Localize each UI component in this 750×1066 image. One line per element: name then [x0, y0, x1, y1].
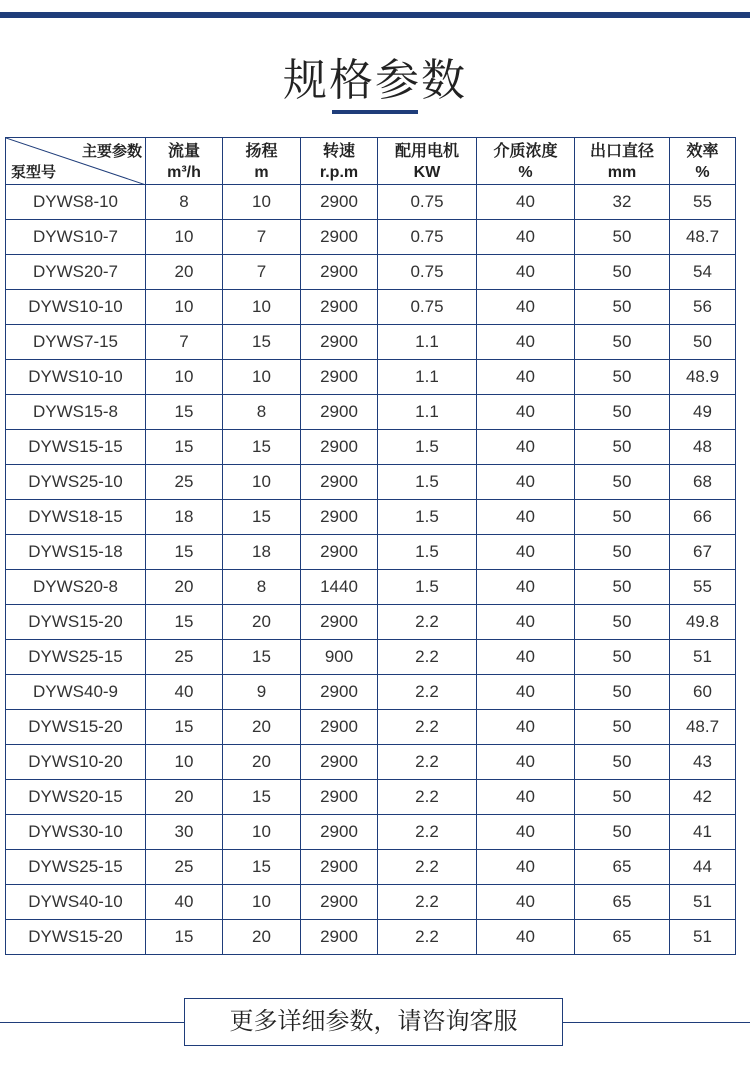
value-cell: 40: [477, 850, 575, 885]
value-cell: 10: [146, 220, 223, 255]
value-cell: 15: [223, 500, 301, 535]
value-cell: 2.2: [378, 850, 477, 885]
table-row: [6, 640, 736, 675]
value-cell: 40: [477, 535, 575, 570]
value-cell: 20: [146, 255, 223, 290]
value-cell: 40: [477, 640, 575, 675]
value-cell: 49: [670, 395, 736, 430]
value-cell: 66: [670, 500, 736, 535]
value-cell: 40: [477, 815, 575, 850]
model-cell: DYWS30-10: [6, 815, 146, 850]
value-cell: 55: [670, 185, 736, 220]
value-cell: 49.8: [670, 605, 736, 640]
value-cell: 15: [223, 640, 301, 675]
value-cell: 8: [146, 185, 223, 220]
top-accent-bar: [0, 12, 750, 18]
value-cell: 7: [146, 325, 223, 360]
value-cell: 1.1: [378, 360, 477, 395]
table-row: [6, 780, 736, 815]
column-header: 效率: [670, 138, 736, 162]
value-cell: 40: [477, 885, 575, 920]
model-cell: DYWS25-10: [6, 465, 146, 500]
table-row: [6, 185, 736, 220]
value-cell: 30: [146, 815, 223, 850]
table-row: [6, 535, 736, 570]
value-cell: 2900: [301, 465, 378, 500]
value-cell: 32: [575, 185, 670, 220]
table-row: [6, 500, 736, 535]
value-cell: 1.5: [378, 465, 477, 500]
value-cell: 50: [575, 815, 670, 850]
value-cell: 7: [223, 255, 301, 290]
model-cell: DYWS15-20: [6, 605, 146, 640]
value-cell: 0.75: [378, 255, 477, 290]
column-header: 转速: [301, 138, 378, 162]
value-cell: 25: [146, 640, 223, 675]
model-cell: DYWS25-15: [6, 850, 146, 885]
value-cell: 2900: [301, 885, 378, 920]
value-cell: 900: [301, 640, 378, 675]
model-cell: DYWS7-15: [6, 325, 146, 360]
value-cell: 65: [575, 920, 670, 955]
value-cell: 40: [477, 430, 575, 465]
table-row: [6, 220, 736, 255]
value-cell: 2900: [301, 500, 378, 535]
corner-header-cell: [6, 138, 146, 185]
value-cell: 15: [223, 325, 301, 360]
model-cell: DYWS18-15: [6, 500, 146, 535]
table-row: [6, 360, 736, 395]
value-cell: 25: [146, 465, 223, 500]
value-cell: 2900: [301, 255, 378, 290]
table-row: [6, 325, 736, 360]
table-row: [6, 675, 736, 710]
value-cell: 43: [670, 745, 736, 780]
footer-divider-left: [0, 1022, 184, 1023]
value-cell: 56: [670, 290, 736, 325]
value-cell: 10: [146, 290, 223, 325]
value-cell: 40: [477, 290, 575, 325]
value-cell: 42: [670, 780, 736, 815]
header-row-names: [6, 138, 736, 162]
value-cell: 48.7: [670, 220, 736, 255]
value-cell: 50: [575, 220, 670, 255]
value-cell: 40: [477, 710, 575, 745]
value-cell: 1.1: [378, 395, 477, 430]
value-cell: 50: [575, 430, 670, 465]
value-cell: 2.2: [378, 920, 477, 955]
value-cell: 8: [223, 570, 301, 605]
value-cell: 2.2: [378, 605, 477, 640]
value-cell: 40: [477, 395, 575, 430]
table-row: [6, 850, 736, 885]
column-unit: r.p.m: [301, 161, 378, 185]
value-cell: 40: [477, 605, 575, 640]
model-cell: DYWS10-7: [6, 220, 146, 255]
table-row: [6, 255, 736, 290]
value-cell: 44: [670, 850, 736, 885]
value-cell: 10: [223, 815, 301, 850]
value-cell: 40: [477, 185, 575, 220]
value-cell: 50: [575, 325, 670, 360]
value-cell: 2900: [301, 745, 378, 780]
value-cell: 50: [575, 640, 670, 675]
model-cell: DYWS15-20: [6, 710, 146, 745]
value-cell: 2.2: [378, 710, 477, 745]
value-cell: 15: [223, 780, 301, 815]
value-cell: 50: [575, 710, 670, 745]
table-row: [6, 710, 736, 745]
model-cell: DYWS40-10: [6, 885, 146, 920]
value-cell: 50: [575, 570, 670, 605]
corner-label-params: 主要参数: [81, 143, 142, 160]
value-cell: 15: [146, 920, 223, 955]
value-cell: 50: [575, 395, 670, 430]
value-cell: 40: [146, 885, 223, 920]
model-cell: DYWS8-10: [6, 185, 146, 220]
value-cell: 40: [477, 360, 575, 395]
column-unit: m³/h: [146, 161, 223, 185]
value-cell: 40: [146, 675, 223, 710]
value-cell: 55: [670, 570, 736, 605]
corner-label-model: 泵型号: [11, 164, 57, 181]
model-cell: DYWS10-10: [6, 290, 146, 325]
value-cell: 1.5: [378, 535, 477, 570]
value-cell: 9: [223, 675, 301, 710]
value-cell: 40: [477, 220, 575, 255]
model-cell: DYWS10-20: [6, 745, 146, 780]
value-cell: 2900: [301, 325, 378, 360]
value-cell: 48.9: [670, 360, 736, 395]
value-cell: 40: [477, 500, 575, 535]
value-cell: 2900: [301, 535, 378, 570]
value-cell: 50: [575, 745, 670, 780]
value-cell: 50: [575, 605, 670, 640]
value-cell: 50: [575, 675, 670, 710]
value-cell: 51: [670, 885, 736, 920]
value-cell: 20: [223, 605, 301, 640]
value-cell: 68: [670, 465, 736, 500]
value-cell: 18: [223, 535, 301, 570]
value-cell: 48.7: [670, 710, 736, 745]
value-cell: 8: [223, 395, 301, 430]
value-cell: 2900: [301, 395, 378, 430]
model-cell: DYWS15-15: [6, 430, 146, 465]
value-cell: 0.75: [378, 185, 477, 220]
value-cell: 2.2: [378, 885, 477, 920]
value-cell: 50: [575, 465, 670, 500]
value-cell: 48: [670, 430, 736, 465]
column-unit: mm: [575, 161, 670, 185]
value-cell: 2900: [301, 185, 378, 220]
value-cell: 2.2: [378, 815, 477, 850]
value-cell: 40: [477, 920, 575, 955]
value-cell: 10: [146, 745, 223, 780]
table-row: [6, 290, 736, 325]
value-cell: 40: [477, 745, 575, 780]
value-cell: 2900: [301, 780, 378, 815]
model-cell: DYWS20-15: [6, 780, 146, 815]
value-cell: 20: [223, 745, 301, 780]
value-cell: 2900: [301, 220, 378, 255]
column-unit: %: [477, 161, 575, 185]
value-cell: 50: [575, 360, 670, 395]
value-cell: 40: [477, 465, 575, 500]
title-underline: [332, 110, 418, 114]
value-cell: 20: [146, 570, 223, 605]
value-cell: 40: [477, 570, 575, 605]
model-cell: DYWS15-18: [6, 535, 146, 570]
column-header: 介质浓度: [477, 138, 575, 162]
table-row: [6, 920, 736, 955]
value-cell: 2900: [301, 710, 378, 745]
value-cell: 65: [575, 850, 670, 885]
value-cell: 15: [146, 710, 223, 745]
value-cell: 50: [575, 535, 670, 570]
value-cell: 20: [146, 780, 223, 815]
value-cell: 51: [670, 920, 736, 955]
value-cell: 2900: [301, 920, 378, 955]
table-row: [6, 885, 736, 920]
value-cell: 60: [670, 675, 736, 710]
table-row: [6, 465, 736, 500]
column-header: 流量: [146, 138, 223, 162]
value-cell: 25: [146, 850, 223, 885]
table-row: [6, 430, 736, 465]
page-title: 规格参数: [283, 56, 467, 105]
value-cell: 40: [477, 255, 575, 290]
value-cell: 15: [223, 430, 301, 465]
value-cell: 10: [223, 290, 301, 325]
value-cell: 10: [223, 465, 301, 500]
value-cell: 15: [146, 535, 223, 570]
model-cell: DYWS20-7: [6, 255, 146, 290]
table-row: [6, 395, 736, 430]
value-cell: 20: [223, 710, 301, 745]
value-cell: 50: [575, 255, 670, 290]
column-unit: %: [670, 161, 736, 185]
value-cell: 2900: [301, 675, 378, 710]
model-cell: DYWS25-15: [6, 640, 146, 675]
value-cell: 2.2: [378, 780, 477, 815]
value-cell: 1.1: [378, 325, 477, 360]
footer-divider-right: [562, 1022, 750, 1023]
value-cell: 2900: [301, 605, 378, 640]
value-cell: 18: [146, 500, 223, 535]
value-cell: 40: [477, 325, 575, 360]
value-cell: 15: [146, 395, 223, 430]
value-cell: 2900: [301, 850, 378, 885]
value-cell: 2.2: [378, 640, 477, 675]
model-cell: DYWS40-9: [6, 675, 146, 710]
value-cell: 2900: [301, 815, 378, 850]
model-cell: DYWS15-20: [6, 920, 146, 955]
value-cell: 10: [223, 360, 301, 395]
column-header: 扬程: [223, 138, 301, 162]
value-cell: 41: [670, 815, 736, 850]
value-cell: 40: [477, 780, 575, 815]
value-cell: 2.2: [378, 745, 477, 780]
value-cell: 65: [575, 885, 670, 920]
value-cell: 40: [477, 675, 575, 710]
value-cell: 1440: [301, 570, 378, 605]
table-row: [6, 570, 736, 605]
value-cell: 2900: [301, 360, 378, 395]
column-header: 出口直径: [575, 138, 670, 162]
table-row: [6, 605, 736, 640]
value-cell: 15: [146, 605, 223, 640]
value-cell: 2900: [301, 430, 378, 465]
value-cell: 54: [670, 255, 736, 290]
value-cell: 51: [670, 640, 736, 675]
value-cell: 15: [223, 850, 301, 885]
contact-banner[interactable]: 更多详细参数，请咨询客服: [184, 998, 563, 1046]
column-header: 配用电机: [378, 138, 477, 162]
column-unit: m: [223, 161, 301, 185]
value-cell: 0.75: [378, 220, 477, 255]
value-cell: 10: [146, 360, 223, 395]
value-cell: 1.5: [378, 430, 477, 465]
value-cell: 10: [223, 185, 301, 220]
value-cell: 50: [575, 780, 670, 815]
model-cell: DYWS20-8: [6, 570, 146, 605]
value-cell: 50: [575, 500, 670, 535]
value-cell: 67: [670, 535, 736, 570]
value-cell: 20: [223, 920, 301, 955]
value-cell: 1.5: [378, 570, 477, 605]
value-cell: 50: [575, 290, 670, 325]
value-cell: 10: [223, 885, 301, 920]
value-cell: 1.5: [378, 500, 477, 535]
column-unit: KW: [378, 161, 477, 185]
value-cell: 0.75: [378, 290, 477, 325]
value-cell: 50: [670, 325, 736, 360]
table-row: [6, 745, 736, 780]
spec-table: [5, 137, 736, 955]
model-cell: DYWS10-10: [6, 360, 146, 395]
model-cell: DYWS15-8: [6, 395, 146, 430]
value-cell: 7: [223, 220, 301, 255]
value-cell: 2900: [301, 290, 378, 325]
value-cell: 15: [146, 430, 223, 465]
value-cell: 2.2: [378, 675, 477, 710]
table-row: [6, 815, 736, 850]
